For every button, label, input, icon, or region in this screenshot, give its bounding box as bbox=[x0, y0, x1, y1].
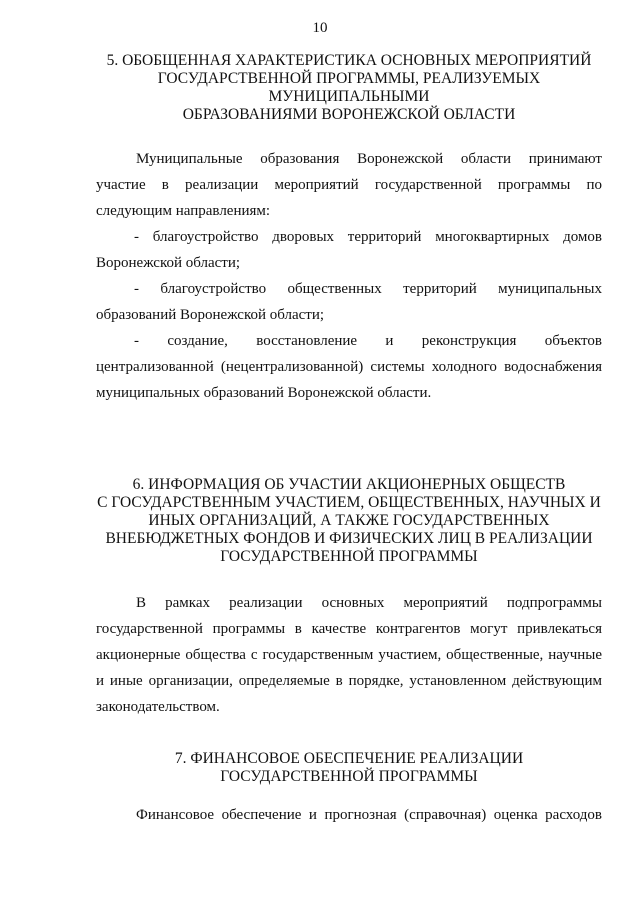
text-line: следующим направлениям: bbox=[96, 203, 271, 219]
text-line: муниципальных образований Воронежской области. bbox=[96, 385, 432, 401]
heading-line: МУНИЦИПАЛЬНЫМИ bbox=[268, 88, 430, 105]
text-line: - создание, восстановление и реконструкция объектов bbox=[134, 333, 602, 349]
text-line: - благоустройство дворовых территорий многоквартирных домов bbox=[134, 229, 602, 245]
section-5-item-1 bbox=[96, 224, 602, 276]
heading-line: С ГОСУДАРСТВЕННЫМ УЧАСТИЕМ, ОБЩЕСТВЕННЫХ, НАУЧНЫХ И bbox=[97, 494, 601, 511]
heading-line: ГОСУДАРСТВЕННОЙ ПРОГРАММЫ, РЕАЛИЗУЕМЫХ bbox=[157, 70, 541, 87]
page-number: 10 bbox=[312, 20, 328, 36]
section-5-item-2 bbox=[96, 276, 602, 328]
text-line: участие в реализации мероприятий государственной программы по bbox=[96, 177, 602, 193]
heading-line: ГОСУДАРСТВЕННОЙ ПРОГРАММЫ bbox=[220, 768, 478, 785]
text-line: акционерные общества с государственным участием, общественные, научные bbox=[96, 647, 602, 663]
section-6-heading bbox=[96, 476, 602, 566]
text-line: В рамках реализации основных мероприятий подпрограммы bbox=[136, 595, 602, 611]
heading-line: ИНЫХ ОРГАНИЗАЦИЙ, А ТАКЖЕ ГОСУДАРСТВЕННЫХ bbox=[148, 512, 550, 529]
heading-line: ВНЕБЮДЖЕТНЫХ ФОНДОВ И ФИЗИЧЕСКИХ ЛИЦ В РЕАЛИЗАЦИИ bbox=[105, 530, 593, 547]
text-line: Муниципальные образования Воронежской области принимают bbox=[136, 151, 602, 167]
heading-line: ГОСУДАРСТВЕННОЙ ПРОГРАММЫ bbox=[220, 548, 478, 565]
section-5-intro bbox=[96, 146, 602, 224]
text-line: централизованной (нецентрализованной) системы холодного водоснабжения bbox=[96, 359, 602, 375]
section-5-heading bbox=[96, 52, 602, 124]
heading-line: 5. ОБОБЩЕННАЯ ХАРАКТЕРИСТИКА ОСНОВНЫХ МЕРОПРИЯТИЙ bbox=[106, 52, 592, 69]
text-line: государственной программы в качестве контрагентов могут привлекаться bbox=[96, 621, 602, 637]
text-line: Воронежской области; bbox=[96, 255, 241, 271]
section-7-body bbox=[96, 802, 602, 828]
text-line: образований Воронежской области; bbox=[96, 307, 325, 323]
text-line: Финансовое обеспечение и прогнозная (справочная) оценка расходов bbox=[136, 807, 602, 823]
text-line: законодательством. bbox=[96, 699, 220, 715]
heading-line: 7. ФИНАНСОВОЕ ОБЕСПЕЧЕНИЕ РЕАЛИЗАЦИИ bbox=[174, 750, 524, 767]
section-7-heading bbox=[96, 750, 602, 786]
section-6-body bbox=[96, 590, 602, 720]
text-line: и иные организации, определяемые в порядке, установленном действующим bbox=[96, 673, 602, 689]
section-5-item-3 bbox=[96, 328, 602, 406]
heading-line: 6. ИНФОРМАЦИЯ ОБ УЧАСТИИ АКЦИОНЕРНЫХ ОБЩЕСТВ bbox=[132, 476, 566, 493]
heading-line: ОБРАЗОВАНИЯМИ ВОРОНЕЖСКОЙ ОБЛАСТИ bbox=[182, 106, 516, 123]
text-line: - благоустройство общественных территорий муниципальных bbox=[134, 281, 602, 297]
